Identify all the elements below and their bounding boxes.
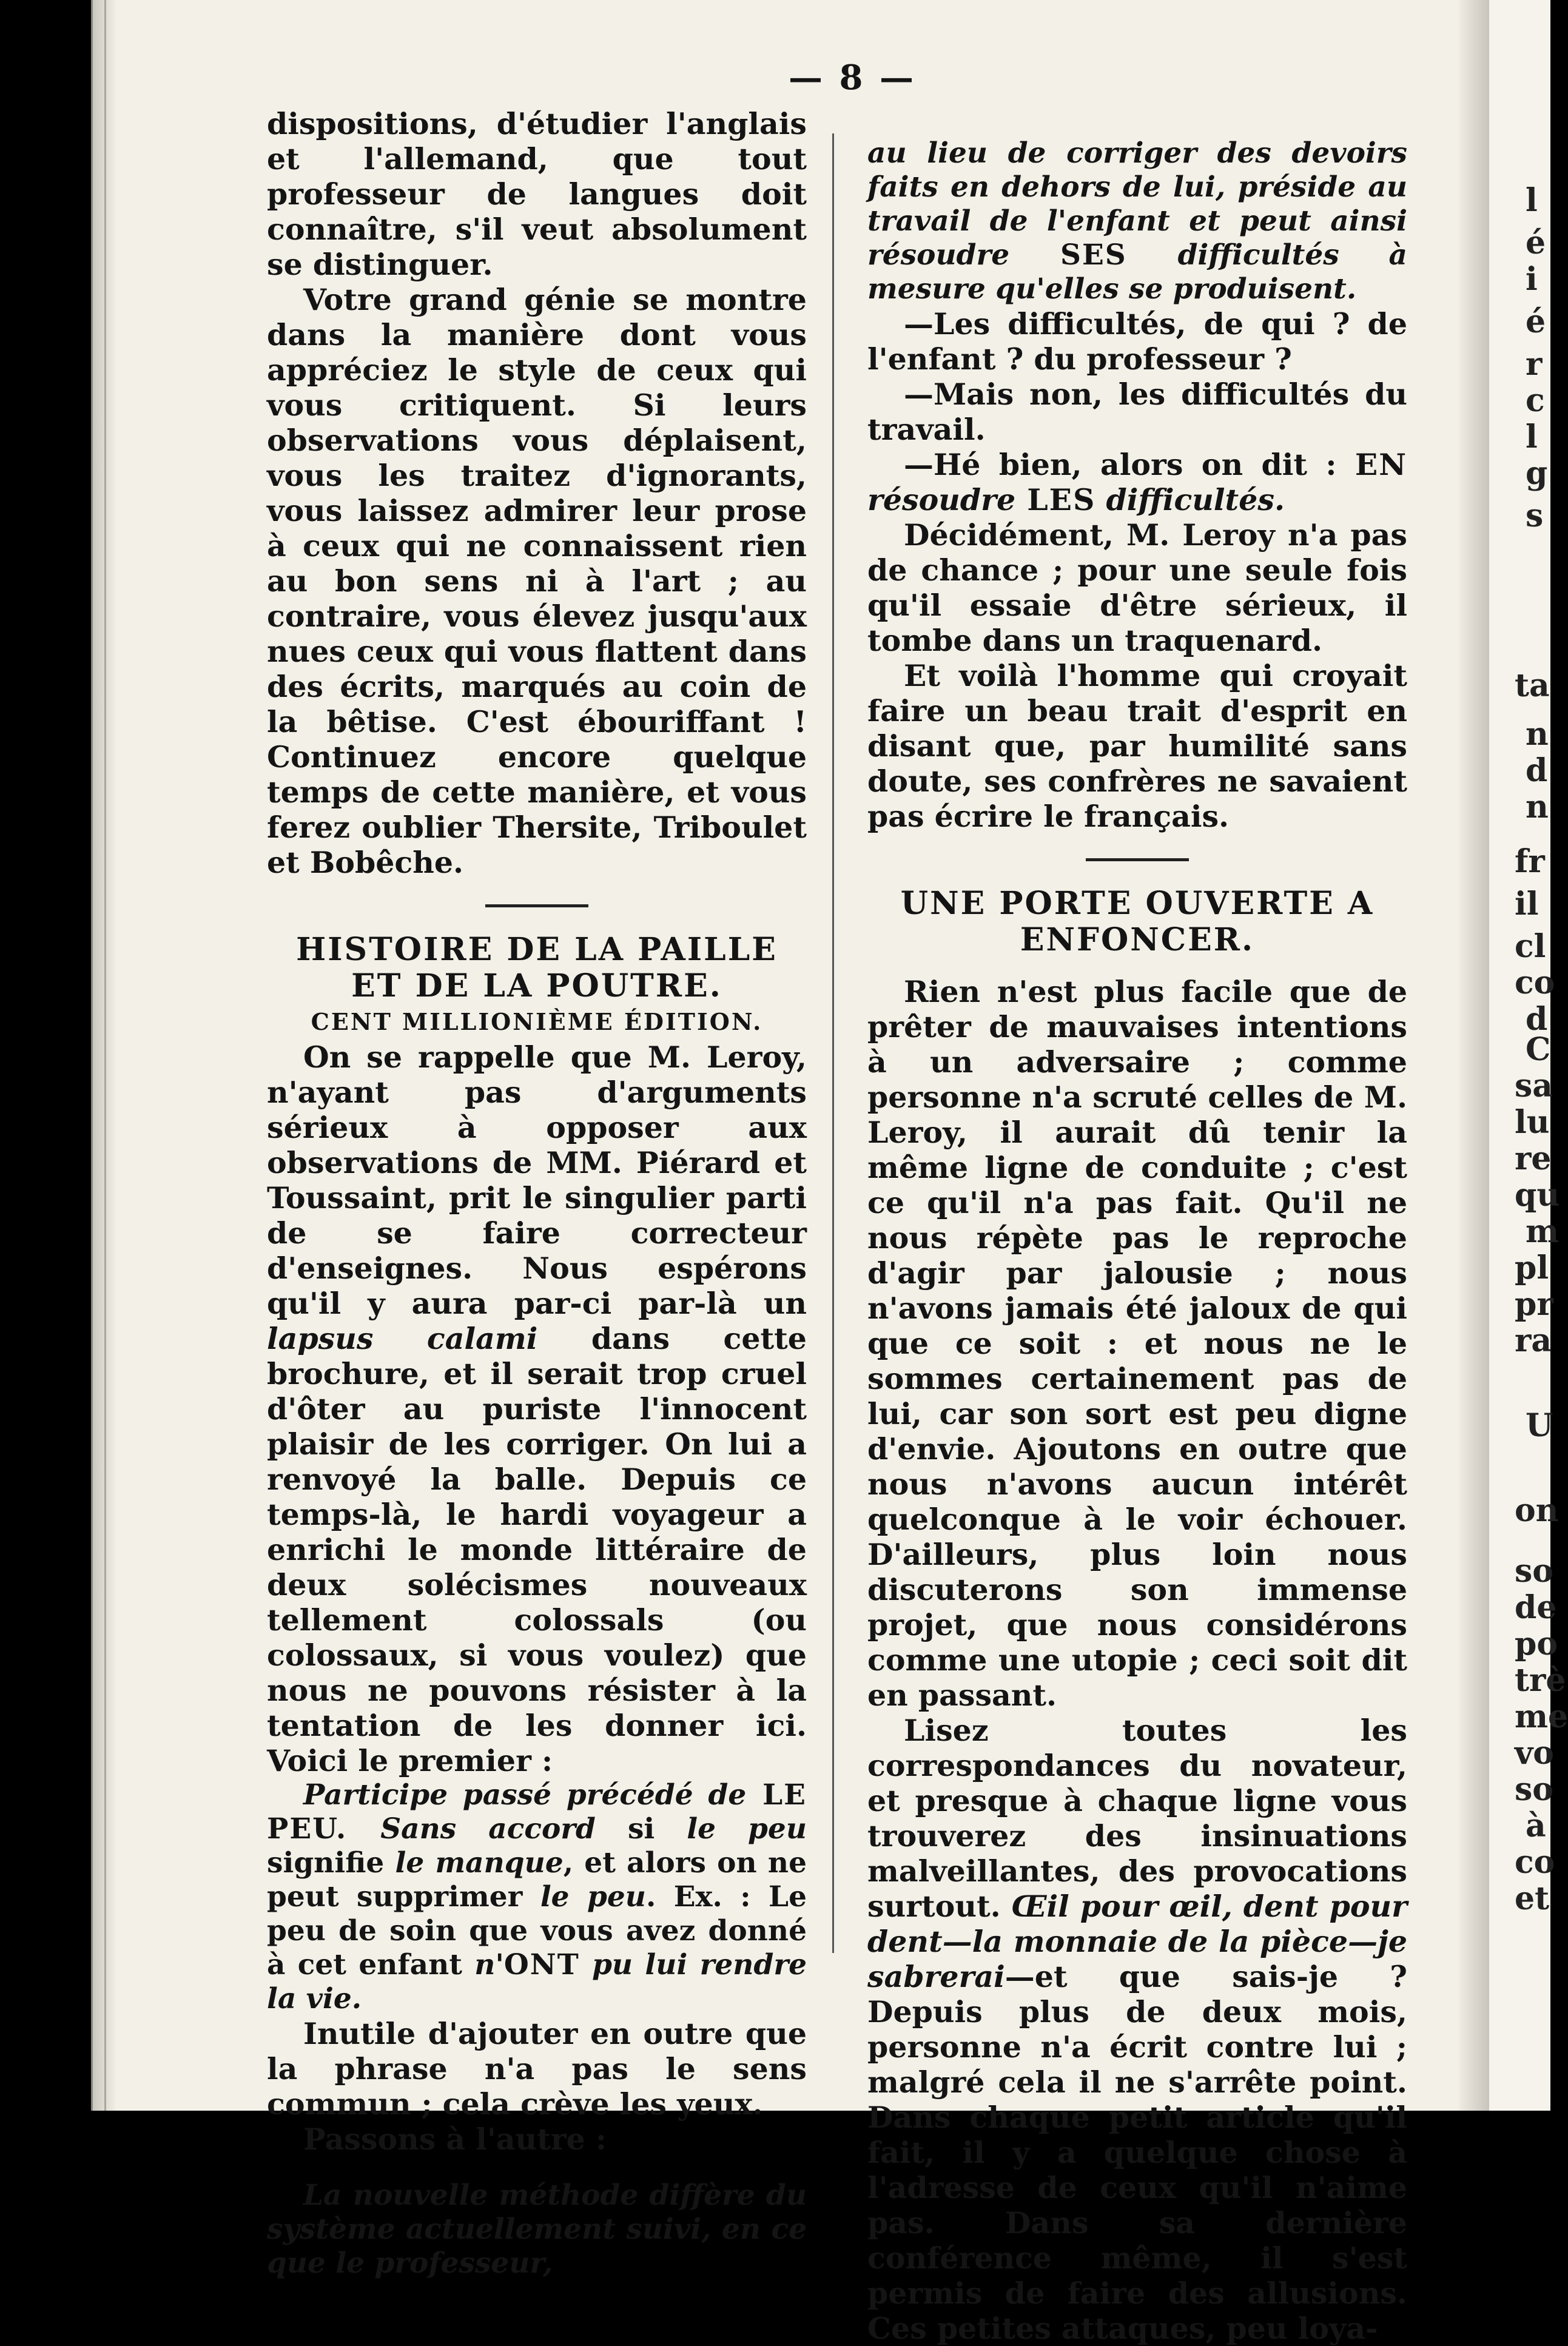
adjacent-page-fragment: on [1515,1492,1559,1529]
adjacent-page-fragment: il [1515,886,1539,923]
adjacent-page-fragment: é [1526,224,1546,261]
adjacent-page-fragment: c [1526,382,1545,419]
adjacent-page-fragment: lu [1515,1104,1550,1141]
adjacent-page-fragment: n [1526,716,1549,753]
paragraph: Décidément, M. Leroy n'a pas de chance ; pour une seule fois qu'il essaie d'être sérieux, il tombe dans un traquenard. [867,517,1407,658]
text-run-italic: n' [474,1948,504,1981]
paragraph: —Mais non, les difficultés du travail. [867,377,1407,447]
example-quote [267,1778,807,2016]
adjacent-page-fragment: co [1515,964,1555,1001]
adjacent-page-fragment: co [1515,1844,1555,1881]
text-run: —et que sais-je ? Depuis plus de deux mois, personne n'a écrit contre lui ; malgré cela il ne s'arrête point. Dans chaque petit article qu'il fait, il y a quelque chose à l'adresse de ceux qu'il n'aime pas. Dans sa dernière conférence même, il s'est permis de faire des allusions. Ces petites attaques, peu loya- [867,1959,1407,2346]
adjacent-page-fragment: ta [1515,667,1550,704]
left-column [267,106,807,2280]
text-run-italic: le peu [687,1812,807,1846]
text-run-italic: lapsus calami [267,1321,538,1356]
text-run-italic: Participe passé précédé de [303,1778,747,1812]
adjacent-page-fragment: fr [1515,843,1545,880]
paragraph: Et voilà l'homme qui croyait faire un beau trait d'esprit en disant que, par humilité sans doute, ses confrères ne savaient pas écrire le français. [867,658,1407,834]
column-divider [832,133,834,1953]
text-run-italic: Œil pour œil, dent pour dent—la monnaie de la pièce—je sabrerai [867,1889,1407,1994]
text-run-italic: le peu [540,1880,646,1914]
page-number: — 8 — [789,58,916,98]
adjacent-page-fragment: ra [1515,1322,1552,1359]
adjacent-page-fragment: qu [1515,1177,1560,1214]
adjacent-page-fragment: m [1526,1213,1560,1250]
adjacent-page-fragment: r [1526,346,1543,383]
page-left-edge [91,0,115,2111]
text-run-italic: difficultés à mesure qu'elles se produisent. [867,238,1408,306]
adjacent-page-fragment: me [1515,1698,1568,1735]
adjacent-page-fragment: de [1515,1589,1557,1626]
section-rule [1086,858,1189,861]
text-run: , et alors on ne peut supprimer [267,1846,807,1914]
adjacent-page-fragment: so [1515,1553,1553,1590]
adjacent-page-fragment: re [1515,1140,1552,1177]
text-run-caps: EN [1354,447,1407,482]
text-run-caps: LE PEU. [267,1778,807,1846]
adjacent-page-fragment: vo [1515,1735,1554,1772]
text-run: Lisez toutes les correspondances du novateur, et presque à chaque ligne vous trouverez des insinuations malveillantes, des provocations surtout. [867,1713,1407,1924]
text-run-caps: LES [1015,482,1096,517]
edge-line [104,0,106,2111]
text-run-italic: le manque [395,1846,564,1880]
adjacent-page-fragment: d [1526,1001,1548,1038]
example-quote [267,2179,807,2280]
adjacent-page-fragment: trè [1515,1662,1566,1699]
text-run-italic: pu lui rendre la vie. [267,1948,807,2015]
adjacent-page-fragment: C [1526,1031,1551,1068]
edge-line [91,0,93,2111]
article-title: HISTOIRE DE LA PAILLE ET DE LA POUTRE. [296,931,778,1004]
page-gutter [1459,0,1489,2111]
adjacent-page-fragment: U [1526,1407,1553,1444]
text-run: —Hé bien, alors on dit : [904,447,1355,482]
adjacent-page-fragment: é [1526,303,1546,340]
paragraph: —Les difficultés, de qui ? de l'enfant ? du professeur ? [867,306,1407,377]
article-title: UNE PORTE OUVERTE A ENFONCER. [900,885,1375,958]
text-run-caps: SES [1009,238,1178,272]
paragraph: Inutile d'ajouter en outre que la phrase n'a pas le sens commun ; cela crève les yeux. [267,2016,807,2122]
paragraph: dispositions, d'étudier l'anglais et l'allemand, que tout professeur de langues doit connaître, s'il veut absolument se distinguer. [267,106,807,282]
paragraph: Passons à l'autre : [303,2122,607,2157]
adjacent-page-fragment: po [1515,1625,1558,1662]
text-run-italic: résoudre [867,482,1016,517]
paragraph: Rien n'est plus facile que de prêter de mauvaises intentions à un adversaire ; comme personne n'a scruté celles de M. Leroy, il aurait dû tenir la même ligne de conduite ; c'est ce qu'il n'a pas fait. Qu'il ne nous répète pas le reproche d'agir par jalousie ; nous n'avons jamais été jaloux de qui que ce soit : et nous ne le sommes certainement pas de lui, car son sort est peu digne d'envie. Ajoutons en outre que nous n'avons aucun intérêt quelconque à le voir échouer. D'ailleurs, plus loin nous discuterons son immense projet, que nous considérons comme une utopie ; ceci soit dit en passant. [867,974,1407,1713]
section-rule [485,904,588,907]
text-run-italic: La nouvelle méthode diffère du système actuellement suivi, en ce que le professeur, [267,2179,807,2280]
example-quote [867,136,1407,306]
text-run-italic: Sans accord [380,1812,596,1846]
adjacent-page-fragment: pl [1515,1249,1549,1286]
paragraph: Votre grand génie se montre dans la manière dont vous appréciez le style de ceux qui vous critiquent. Si leurs observations vous déplaisent, vous les traitez d'ignorants, vous laissez admirer leur prose à ceux qui ne connaissent rien au bon sens ni à l'art ; au contraire, vous élevez jusqu'aux nues ceux qui vous flattent dans des écrits, marqués au coin de la bêtise. C'est ébouriffant ! Continuez encore quelque temps de cette manière, et vous ferez oublier Thersite, Triboulet et Bobêche. [267,282,807,880]
adjacent-page-fragment: cl [1515,928,1546,965]
text-run-italic: difficultés. [1095,482,1285,517]
adjacent-page-fragment: pr [1515,1286,1553,1323]
adjacent-page-fragment: d [1526,752,1548,789]
paragraph [267,1040,807,1778]
adjacent-page-fragment: l [1526,182,1538,219]
adjacent-page-fragment: g [1526,455,1548,492]
adjacent-page-fragment: l [1526,418,1538,455]
adjacent-page-fragment: à [1526,1807,1546,1844]
adjacent-page-fragment: sa [1515,1067,1553,1104]
text-run-italic: au lieu de corriger des devoirs faits en dehors de lui, préside au travail de l'enfant et peut ainsi résoudre [867,136,1407,272]
adjacent-page-fragment: i [1526,261,1538,298]
text-run: signifie [267,1846,395,1880]
article-subtitle: CENT MILLIONIÈME ÉDITION. [311,1008,763,1035]
adjacent-page-fragment: et [1515,1880,1550,1917]
text-run: . Ex. : Le peu de soin que vous avez donné à cet enfant [267,1880,807,1981]
text-run-caps: ONT [503,1948,580,1981]
text-run: dans cette brochure, et il serait trop cruel d'ôter au puriste l'innocent plaisir de les corriger. On lui a renvoyé la balle. Depuis ce temps-là, le hardi voyageur a enrichi le monde littéraire de deux solécismes nouveaux tellement colossals (ou colossaux, si vous voulez) que nous ne pouvons résister à la tentation de les donner ici. Voici le premier : [267,1321,807,1778]
adjacent-page [1489,0,1568,2111]
paragraph [867,1713,1407,2346]
right-column [867,136,1407,2346]
text-run: On se rappelle que M. Leroy, n'ayant pas d'arguments sérieux à opposer aux observations de MM. Piérard et Toussaint, prit le singulier parti de se faire correcteur d'enseignes. Nous espérons qu'il y aura par-ci par-là un [267,1040,807,1321]
adjacent-page-fragment: n [1526,788,1549,825]
text-run: si [595,1812,687,1846]
adjacent-page-fragment: so [1515,1771,1553,1808]
paragraph [867,447,1407,517]
adjacent-page-fragment: s [1526,497,1544,534]
